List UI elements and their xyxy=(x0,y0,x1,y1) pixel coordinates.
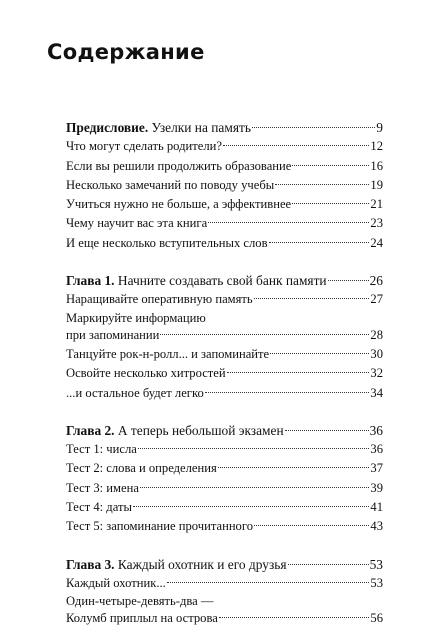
toc-entry[interactable] xyxy=(66,157,383,176)
dot-leader xyxy=(205,392,370,393)
page-number: 32 xyxy=(370,366,383,381)
toc-chapter-3[interactable] xyxy=(66,555,383,574)
toc-entry[interactable] xyxy=(66,290,383,309)
dot-leader xyxy=(285,430,369,431)
toc-entry[interactable] xyxy=(66,345,383,364)
page-number: 53 xyxy=(369,556,383,572)
page-number: 36 xyxy=(369,422,383,438)
entry-title: при запоминании xyxy=(66,327,160,342)
page-number: 9 xyxy=(376,120,383,135)
entry-title: Тест 2: слова и определения xyxy=(66,461,217,476)
page-number: 37 xyxy=(370,461,383,476)
entry-title-line1: Один-четыре-девять-два — xyxy=(66,594,214,609)
toc-entry[interactable] xyxy=(66,498,383,517)
section-spacer xyxy=(66,253,383,271)
dot-leader xyxy=(328,280,369,281)
entry-title: Тест 5: запоминание прочитанного xyxy=(66,519,254,534)
dot-leader xyxy=(208,222,369,223)
toc-entry[interactable] xyxy=(66,137,383,156)
entry-title: Несколько замечаний по поводу учебы xyxy=(66,177,275,192)
dot-leader xyxy=(133,506,369,507)
page-number: 28 xyxy=(370,327,383,342)
dot-leader xyxy=(218,467,370,468)
entry-title: Наращивайте оперативную память xyxy=(66,292,253,307)
toc-entry[interactable] xyxy=(66,440,383,459)
toc-entry[interactable] xyxy=(66,195,383,214)
toc-entry[interactable] xyxy=(66,364,383,383)
chapter-title: Начните создавать свой банк памяти xyxy=(114,273,327,289)
entry-title: Тест 1: числа xyxy=(66,442,137,457)
page-number: 21 xyxy=(370,197,383,212)
page-number: 23 xyxy=(370,216,383,231)
dot-leader xyxy=(270,353,369,354)
table-of-contents xyxy=(66,118,383,629)
section-spacer xyxy=(66,403,383,421)
entry-title: ...и остальное будет легко xyxy=(66,385,204,400)
entry-title: Учиться нужно не больше, а эффективнее xyxy=(66,197,292,212)
section-label: Предисловие. xyxy=(66,120,149,135)
entry-title: Тест 4: даты xyxy=(66,500,132,515)
entry-title: Танцуйте рок-н-ролл... и запоминайте xyxy=(66,346,270,361)
section-title: Узелки на память xyxy=(148,120,251,135)
toc-chapter-2[interactable] xyxy=(66,421,383,440)
entry-title: И еще несколько вступительных слов xyxy=(66,235,268,250)
dot-leader xyxy=(219,617,370,618)
chapter-title: А теперь небольшой экзамен xyxy=(114,422,284,438)
chapter-label: Глава 3. xyxy=(66,556,115,572)
dot-leader xyxy=(138,448,370,449)
section-spacer xyxy=(66,537,383,555)
page-number: 30 xyxy=(370,346,383,361)
page-number: 39 xyxy=(370,480,383,495)
page-number: 19 xyxy=(370,177,383,192)
toc-entry[interactable] xyxy=(66,479,383,498)
toc-entry[interactable] xyxy=(66,214,383,233)
dot-leader xyxy=(223,145,369,146)
entry-title: Если вы решили продолжить образование xyxy=(66,158,292,173)
page-number: 26 xyxy=(369,273,383,289)
chapter-label: Глава 2. xyxy=(66,422,115,438)
entry-title: Каждый охотник... xyxy=(66,575,166,590)
toc-entry[interactable] xyxy=(66,384,383,403)
page-number: 56 xyxy=(370,611,383,626)
dot-leader xyxy=(160,334,369,335)
page-number: 41 xyxy=(370,500,383,515)
entry-title-line1: Маркируйте информацию xyxy=(66,310,206,325)
toc-section-preface[interactable] xyxy=(66,118,383,137)
toc-entry[interactable] xyxy=(66,517,383,536)
toc-entry-multiline[interactable] xyxy=(66,593,383,628)
page-number: 16 xyxy=(370,158,383,173)
dot-leader xyxy=(167,582,370,583)
page-number: 12 xyxy=(370,139,383,154)
chapter-title: Каждый охотник и его друзья xyxy=(114,556,287,572)
page-number: 43 xyxy=(370,519,383,534)
toc-chapter-1[interactable] xyxy=(66,271,383,290)
dot-leader xyxy=(252,127,375,128)
page-number: 27 xyxy=(370,292,383,307)
toc-entry[interactable] xyxy=(66,574,383,593)
entry-title: Освойте несколько хитростей xyxy=(66,366,226,381)
dot-leader xyxy=(288,564,369,565)
dot-leader xyxy=(292,203,369,204)
toc-entry[interactable] xyxy=(66,459,383,478)
dot-leader xyxy=(227,372,370,373)
dot-leader xyxy=(269,242,370,243)
toc-entry-multiline[interactable] xyxy=(66,310,383,345)
page-title: Содержание xyxy=(47,40,205,64)
chapter-label: Глава 1. xyxy=(66,273,115,289)
toc-entry[interactable] xyxy=(66,234,383,253)
page-number: 36 xyxy=(370,442,383,457)
page-number: 34 xyxy=(370,385,383,400)
page-number: 24 xyxy=(370,235,383,250)
toc-entry[interactable] xyxy=(66,176,383,195)
dot-leader xyxy=(140,487,369,488)
dot-leader xyxy=(275,184,369,185)
dot-leader xyxy=(292,165,369,166)
dot-leader xyxy=(254,298,370,299)
dot-leader xyxy=(254,525,369,526)
entry-title: Тест 3: имена xyxy=(66,480,139,495)
page-number: 53 xyxy=(370,575,383,590)
entry-title: Что могут сделать родители? xyxy=(66,139,222,154)
entry-title: Колумб приплыл на острова xyxy=(66,611,218,626)
entry-title: Чему научит вас эта книга xyxy=(66,216,208,231)
